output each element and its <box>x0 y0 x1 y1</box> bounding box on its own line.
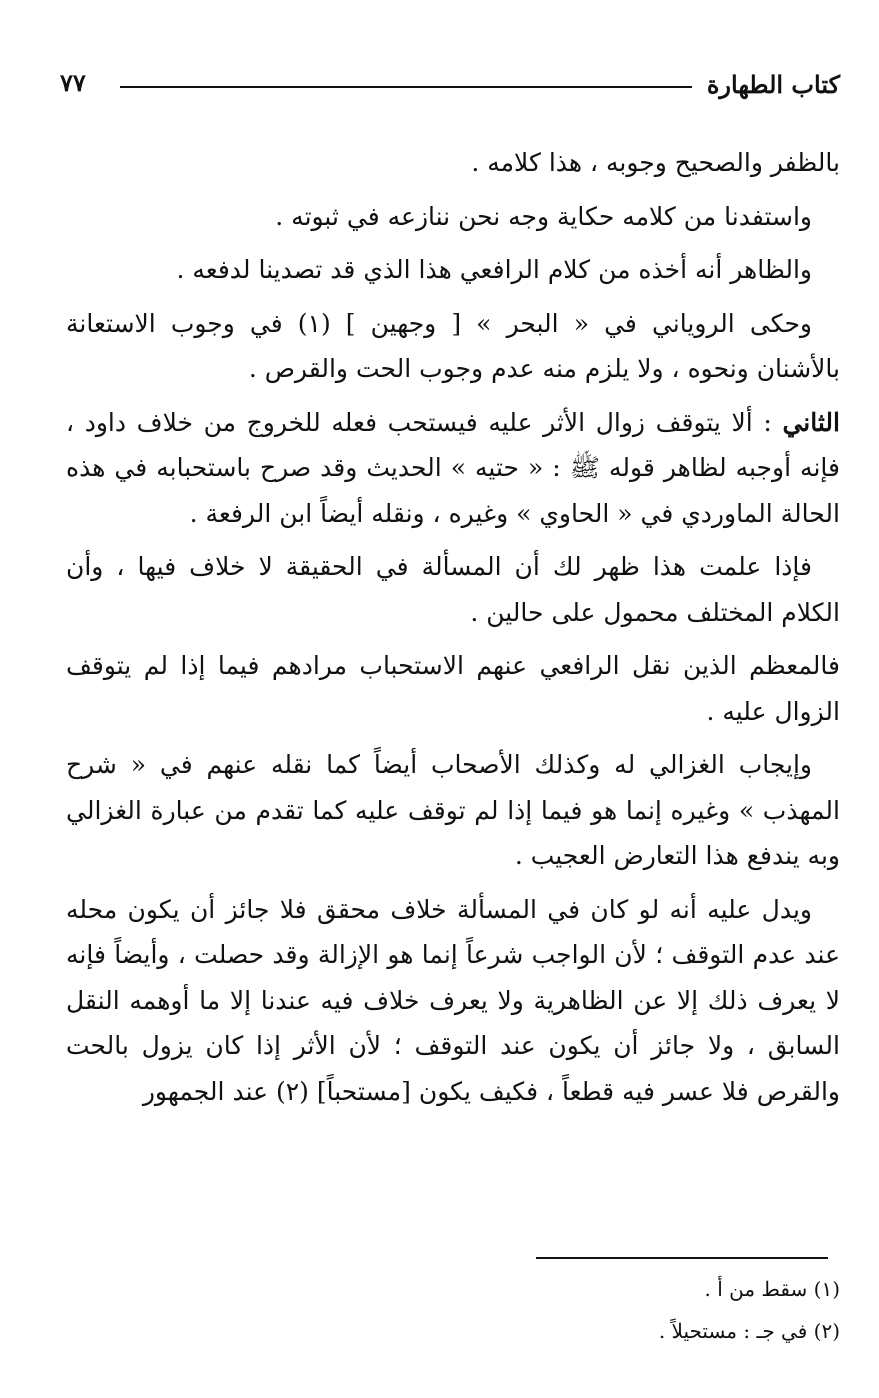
header-rule <box>120 86 692 88</box>
paragraph-text: وحكى الروياني في « البحر » [ وجهين ] (١) في وجوب الاستعانة بالأشنان ونحوه ، ولا يلزم منه عدم وجوب الحت والقرص . <box>66 308 840 383</box>
paragraph <box>66 194 840 240</box>
paragraph-text: فالمعظم الذين نقل الرافعي عنهم الاستحباب مرادهم فيما إذا لم يتوقف الزوال عليه . <box>66 651 840 726</box>
chapter-title: كتاب الطهارة <box>706 70 840 99</box>
paragraph-lead-word: الثاني <box>782 407 840 437</box>
paragraph-text: واستفدنا من كلامه حكاية وجه نحن ننازعه في ثبوته . <box>275 201 812 231</box>
paragraph <box>66 742 840 879</box>
footnotes <box>466 1268 840 1352</box>
paragraph <box>66 544 840 635</box>
paragraph-text: فإذا علمت هذا ظهر لك أن المسألة في الحقيقة لا خلاف فيها ، وأن الكلام المختلف محمول على حالين . <box>66 552 840 627</box>
main-text <box>66 140 840 1122</box>
paragraph-text: والظاهر أنه أخذه من كلام الرافعي هذا الذي قد تصدينا لدفعه . <box>176 255 812 284</box>
footnote-1: (١) سقط من أ . <box>704 1277 840 1301</box>
paragraph-text: : ألا يتوقف زوال الأثر عليه فيستحب فعله للخروج من خلاف داود ، فإنه أوجبه لظاهر قوله ﷺ : « حتيه » الحديث وقد صرح باستحبابه في هذه الحالة الماوردي في « الحاوي » وغيره ، ونقله أيضاً ابن الرفعة . <box>66 407 840 528</box>
paragraph-text: وإيجاب الغزالي له وكذلك الأصحاب أيضاً كما نقله عنهم في « شرح المهذب » وغيره إنما هو فيما إذا لم توقف عليه كما تقدم من عبارة الغزالي وبه يندفع هذا التعارض العجيب . <box>66 750 840 870</box>
page-number: ٧٧ <box>60 68 86 97</box>
paragraph <box>66 887 840 1115</box>
paragraph <box>66 247 840 293</box>
paragraph <box>66 140 840 186</box>
paragraph <box>66 643 840 734</box>
paragraph-text: ويدل عليه أنه لو كان في المسألة خلاف محقق فلا جائز أن يكون محله عند عدم التوقف ؛ لأن الواجب شرعاً إنما هو الإزالة وقد حصلت ، وأيضاً فإنه لا يعرف ذلك إلا عن الظاهرية ولا يعرف خلاف فيه عندنا إلا ما أوهمه النقل السابق ، ولا جائز أن يكون عند التوقف ؛ لأن الأثر إذا كان يزول بالحت والقرص فلا عسر فيه قطعاً ، فكيف يكون [مستحباً] (٢) عند الجمهور <box>66 894 840 1106</box>
paragraph-text: بالظفر والصحيح وجوبه ، هذا كلامه . <box>471 148 840 177</box>
footnote-separator <box>536 1257 828 1259</box>
paragraph <box>66 400 840 537</box>
running-header <box>60 62 840 106</box>
paragraph <box>66 301 840 392</box>
footnote-2: (٢) في جـ : مستحيلاً . <box>658 1319 840 1343</box>
